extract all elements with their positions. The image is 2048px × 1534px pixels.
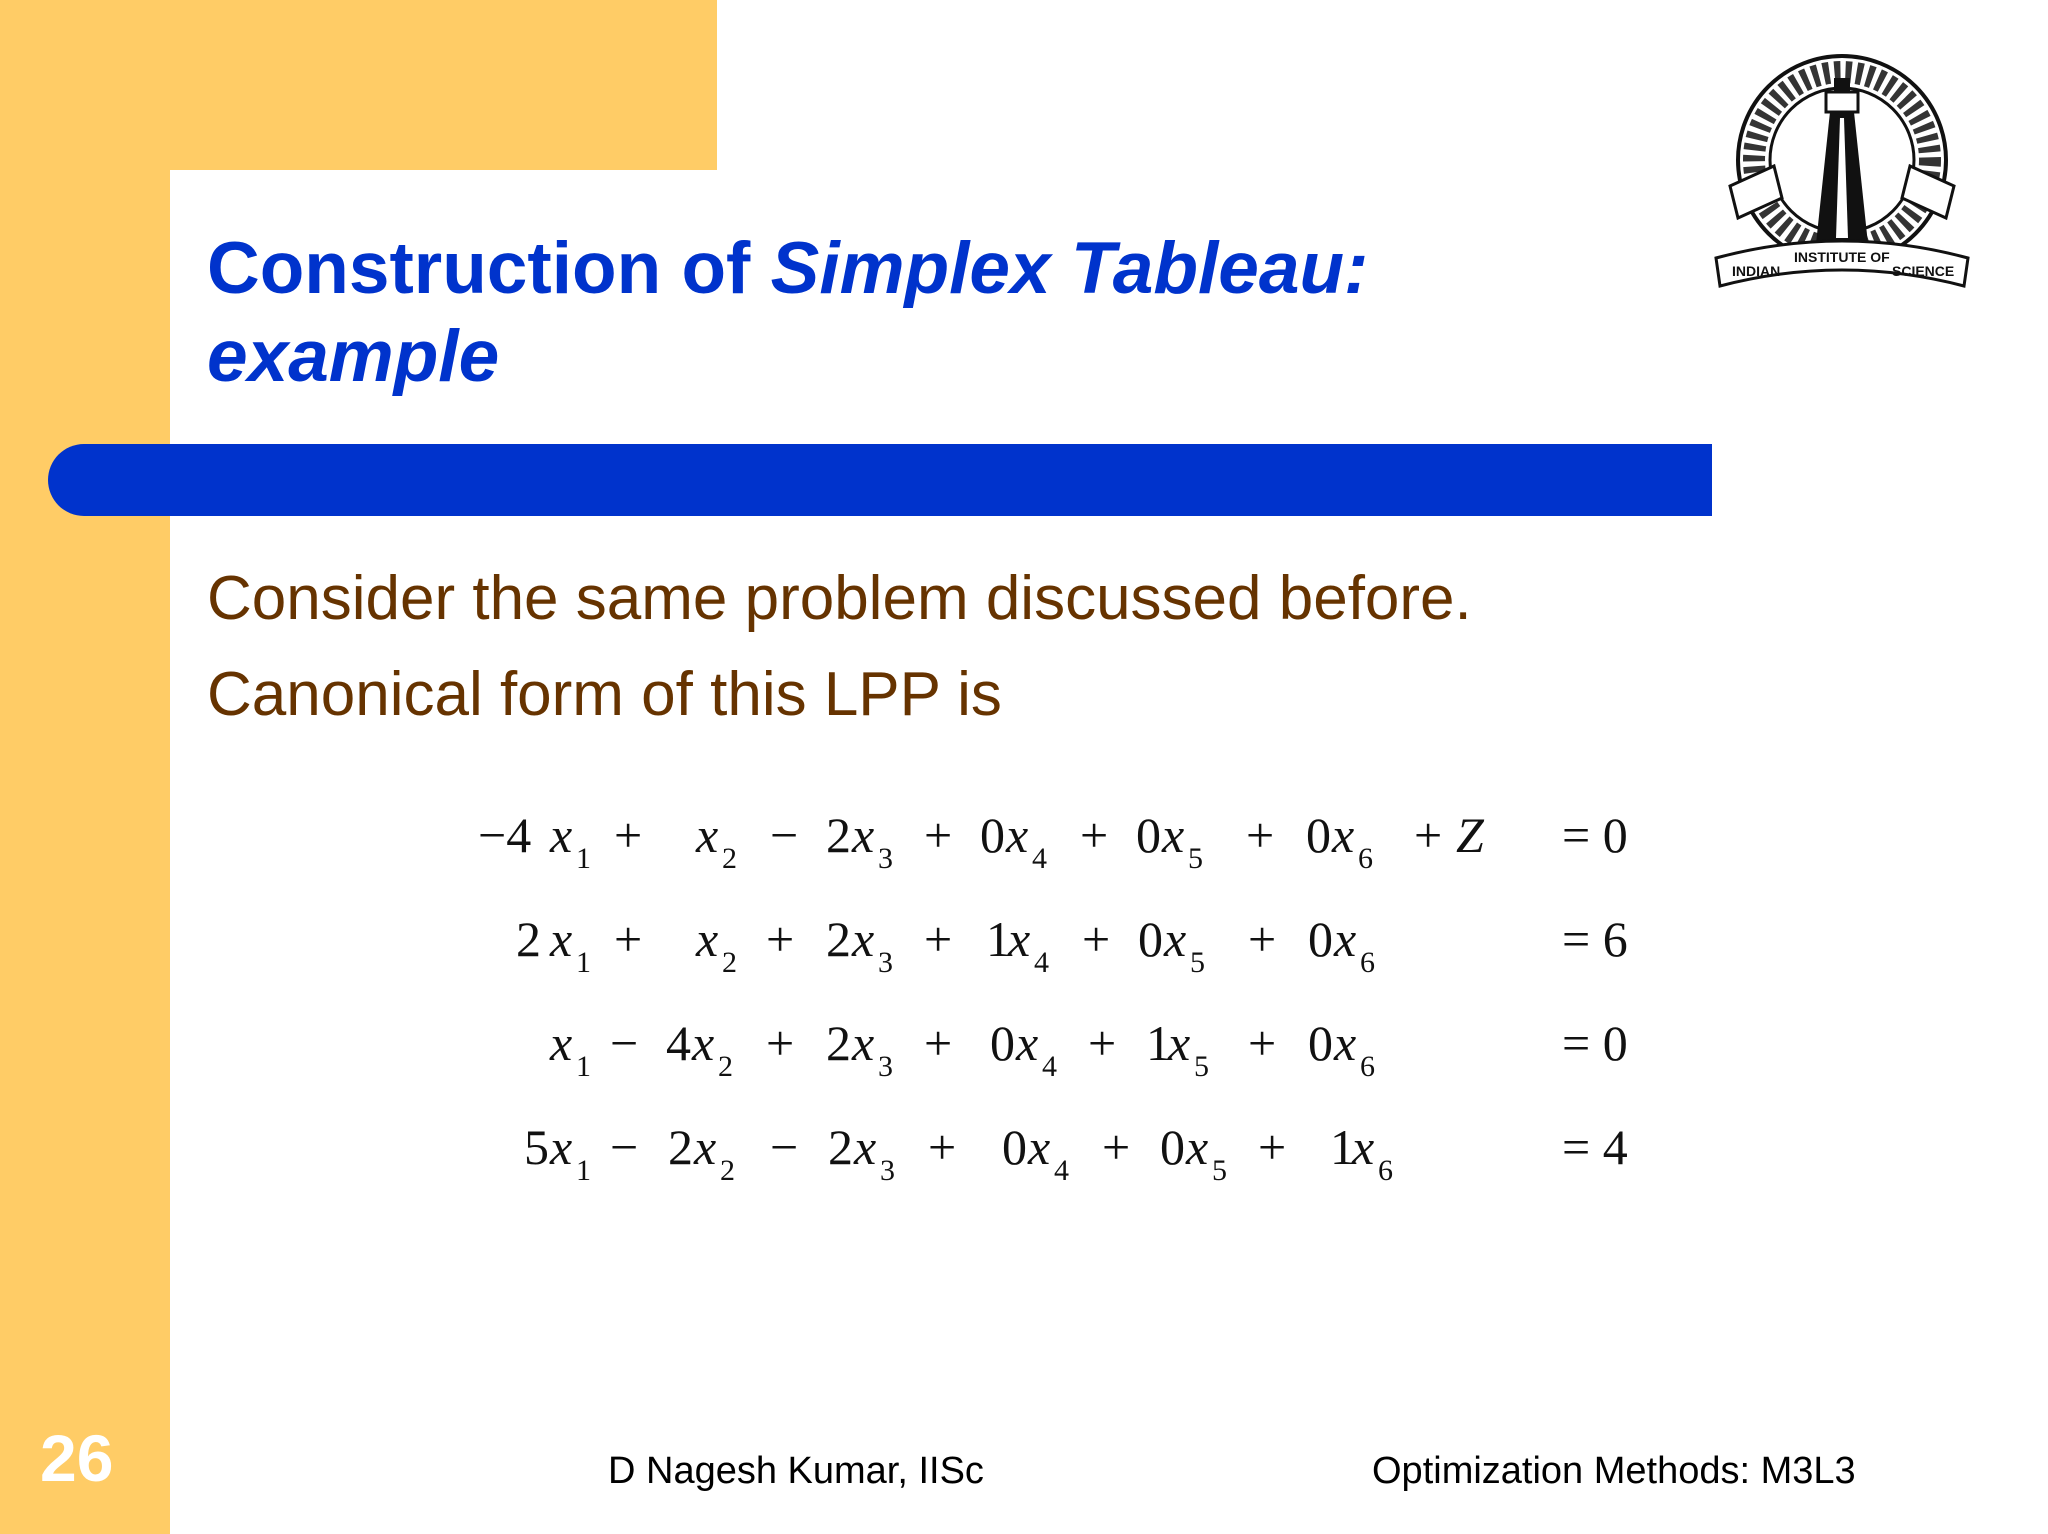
eq1-sub-3: 3 [878, 842, 893, 875]
eq2-op-2: + [766, 911, 795, 967]
eq2-sub-6: 6 [1360, 946, 1375, 979]
eq3-op-2: + [766, 1015, 795, 1071]
eq2-rhs: = 6 [1562, 911, 1628, 967]
eq3-op-5: + [1248, 1015, 1277, 1071]
eq2-var-1: x [550, 911, 573, 967]
eq3-sub-4: 4 [1042, 1050, 1057, 1083]
eq3-var-5: x [1168, 1015, 1191, 1071]
eq1-coef-3: 2 [826, 807, 851, 863]
eq2-var-2: x [696, 911, 719, 967]
eq2-op-1: + [614, 911, 643, 967]
eq2-sub-3: 3 [878, 946, 893, 979]
eq2-op-4: + [1082, 911, 1111, 967]
eq2-op-5: + [1248, 911, 1277, 967]
eq3-coef-5: 1 [1146, 1015, 1171, 1071]
eq3-coef-2: 4 [666, 1015, 691, 1071]
eq2-coef-4: 1 [986, 911, 1011, 967]
eq3-coef-4: 0 [990, 1015, 1015, 1071]
eq1-sub-2: 2 [722, 842, 737, 875]
seal-text-right: SCIENCE [1892, 263, 1955, 279]
eq3-var-1: x [550, 1015, 573, 1071]
eq4-sub-5: 5 [1212, 1154, 1227, 1187]
eq4-op-3: + [928, 1119, 957, 1175]
eq1-rhs: = 0 [1562, 807, 1628, 863]
seal-text-left: INDIAN [1732, 263, 1781, 279]
eq2-var-6: x [1334, 911, 1357, 967]
title-part-3: example [207, 316, 500, 397]
eq2-var-3: x [852, 911, 875, 967]
eq4-coef-2: 2 [668, 1119, 693, 1175]
eq3-sub-1: 1 [576, 1050, 591, 1083]
equation-row-4 [524, 1119, 1628, 1187]
eq1-var-3: x [852, 807, 875, 863]
eq3-rhs: = 0 [1562, 1015, 1628, 1071]
eq4-var-3: x [854, 1119, 877, 1175]
body-line-1: Consider the same problem discussed before. [207, 564, 1472, 633]
eq4-var-5: x [1186, 1119, 1209, 1175]
eq4-op-2: − [770, 1119, 799, 1175]
eq3-op-1: − [610, 1015, 639, 1071]
eq1-var-4: x [1006, 807, 1029, 863]
eq1-sub-5: 5 [1188, 842, 1203, 875]
eq4-var-6: x [1352, 1119, 1375, 1175]
eq3-sub-2: 2 [718, 1050, 733, 1083]
eq2-sub-1: 1 [576, 946, 591, 979]
eq3-var-2: x [692, 1015, 715, 1071]
eq1-coef-5: 0 [1136, 807, 1161, 863]
eq4-sub-1: 1 [576, 1154, 591, 1187]
eq2-sub-5: 5 [1190, 946, 1205, 979]
eq1-var-5: x [1162, 807, 1185, 863]
eq2-coef-6: 0 [1308, 911, 1333, 967]
eq3-op-3: + [924, 1015, 953, 1071]
eq2-op-3: + [924, 911, 953, 967]
equation-row-3 [549, 1015, 1628, 1083]
slide-number: 26 [40, 1421, 114, 1495]
footer-author: D Nagesh Kumar, IISc [608, 1450, 984, 1492]
eq2-sub-2: 2 [722, 946, 737, 979]
seal-lamp-top [1826, 92, 1858, 112]
eq2-coef-3: 2 [826, 911, 851, 967]
eq4-var-2: x [694, 1119, 717, 1175]
eq3-var-4: x [1016, 1015, 1039, 1071]
eq3-coef-6: 0 [1308, 1015, 1333, 1071]
eq1-var-z: Z [1456, 807, 1484, 863]
title-part-1: Construction of [207, 228, 771, 309]
eq3-var-6: x [1334, 1015, 1357, 1071]
eq4-coef-5: 0 [1160, 1119, 1185, 1175]
eq1-coef-6: 0 [1306, 807, 1331, 863]
eq2-coef-5: 0 [1138, 911, 1163, 967]
eq4-sub-2: 2 [720, 1154, 735, 1187]
eq4-op-5: + [1258, 1119, 1287, 1175]
eq1-op-5: + [1246, 807, 1275, 863]
eq1-var-6: x [1332, 807, 1355, 863]
eq4-sub-3: 3 [880, 1154, 895, 1187]
equation-row-1 [478, 807, 1628, 875]
seal-text-mid: INSTITUTE OF [1794, 249, 1890, 265]
eq1-var-1: x [550, 807, 573, 863]
eq2-sub-4: 4 [1034, 946, 1049, 979]
eq3-var-3: x [852, 1015, 875, 1071]
eq4-op-4: + [1102, 1119, 1131, 1175]
eq1-sub-1: 1 [576, 842, 591, 875]
eq4-rhs: = 4 [1562, 1119, 1628, 1175]
eq1-op-1: + [614, 807, 643, 863]
eq1-var-2: x [696, 807, 719, 863]
eq4-coef-4: 0 [1002, 1119, 1027, 1175]
eq4-op-1: − [610, 1119, 639, 1175]
equation-row-2 [516, 911, 1628, 979]
eq2-coef-1: 2 [516, 911, 541, 967]
eq4-coef-3: 2 [828, 1119, 853, 1175]
eq3-sub-5: 5 [1194, 1050, 1209, 1083]
body-line-2: Canonical form of this LPP is [207, 660, 1002, 729]
eq4-var-1: x [550, 1119, 573, 1175]
eq4-coef-1: 5 [524, 1119, 549, 1175]
eq1-op-2: − [770, 807, 799, 863]
title-part-2: Simplex Tableau: [770, 228, 1369, 309]
eq3-sub-6: 6 [1360, 1050, 1375, 1083]
eq1-op-6: + [1414, 807, 1443, 863]
eq2-var-4: x [1008, 911, 1031, 967]
eq1-op-3: + [924, 807, 953, 863]
eq4-sub-6: 6 [1378, 1154, 1393, 1187]
eq3-op-4: + [1088, 1015, 1117, 1071]
eq1-op-4: + [1080, 807, 1109, 863]
eq3-sub-3: 3 [878, 1050, 893, 1083]
eq1-sub-4: 4 [1032, 842, 1047, 875]
seal-lamp-flame [1834, 78, 1850, 92]
eq4-var-4: x [1028, 1119, 1051, 1175]
iisc-seal-logo [1712, 48, 1972, 308]
eq3-coef-3: 2 [826, 1015, 851, 1071]
eq1-coef-4: 0 [980, 807, 1005, 863]
eq1-sub-6: 6 [1358, 842, 1373, 875]
eq4-coef-6: 1 [1330, 1119, 1355, 1175]
footer-course: Optimization Methods: M3L3 [1372, 1450, 1856, 1492]
eq2-var-5: x [1164, 911, 1187, 967]
eq4-sub-4: 4 [1054, 1154, 1069, 1187]
eq1-coef-1: −4 [478, 807, 532, 863]
